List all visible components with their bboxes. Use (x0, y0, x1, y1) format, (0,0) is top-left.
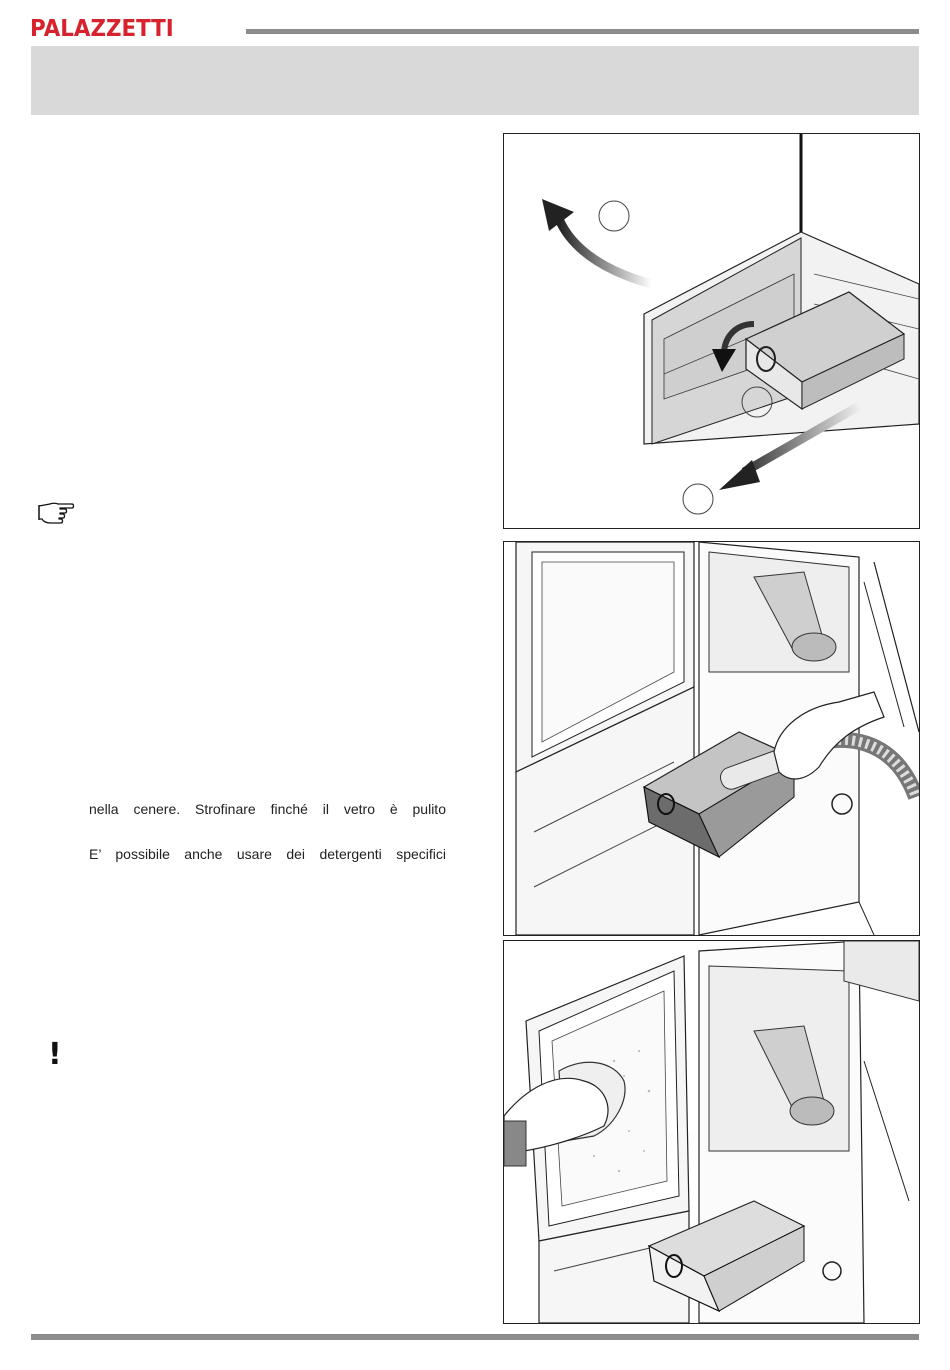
ash-drawer-removal-figure (503, 133, 920, 529)
body-text-line-2: E’ possibile anche usare dei detergenti specifici (89, 846, 446, 862)
section-title-band (31, 46, 919, 115)
glass-cleaning-figure (503, 940, 920, 1324)
footer-rule (31, 1334, 919, 1340)
brand-logo: PALAZZETTI (30, 16, 174, 42)
header-rule (246, 29, 919, 34)
body-text-line-1: nella cenere. Strofinare finché il vetro è pulito (89, 801, 446, 817)
pointing-hand-icon (36, 500, 76, 526)
vacuum-cleaning-figure (503, 541, 920, 936)
warning-icon: ! (48, 1037, 62, 1072)
